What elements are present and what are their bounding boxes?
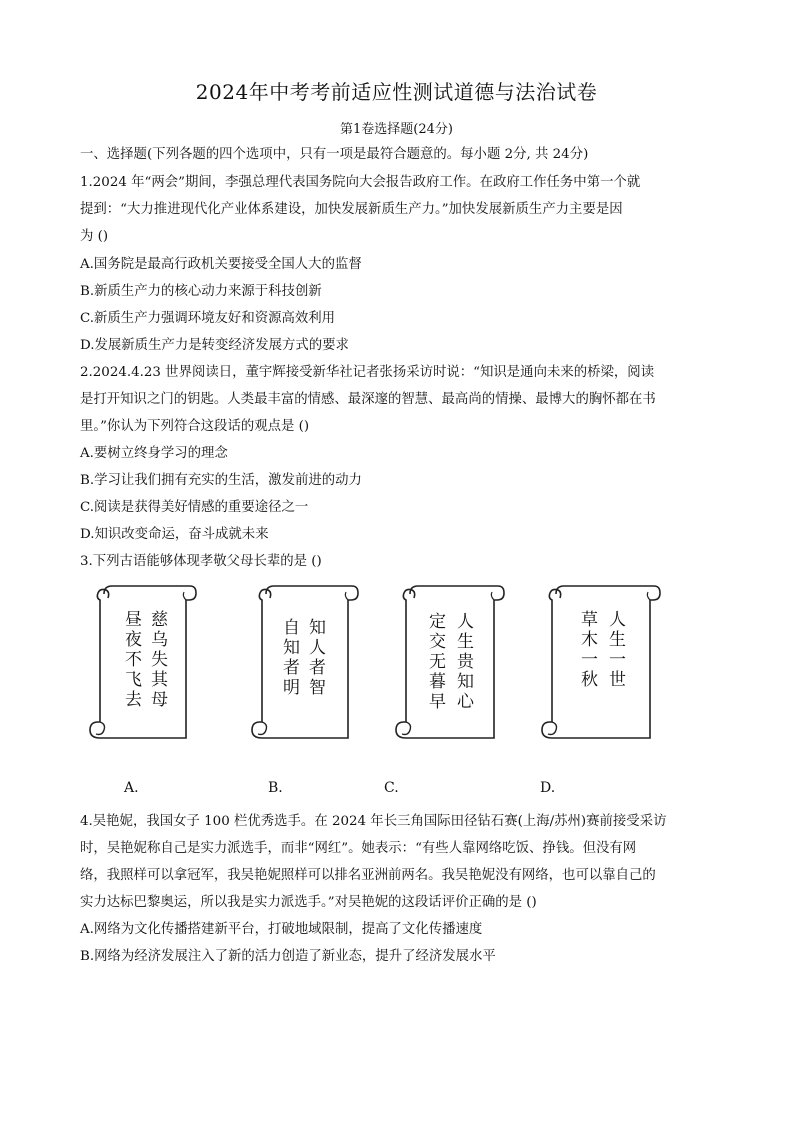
scroll-b-left-column: 自知者明 <box>279 618 299 698</box>
scroll-d-label: D. <box>540 780 556 796</box>
q3-stem: 3.下列古语能够体现孝敬父母长辈的是 () <box>80 554 322 569</box>
q2-stem-line-2: 是打开知识之门的钥匙。人类最丰富的情感、最深邃的智慧、最高尚的情操、最博大的胸怀都在书 <box>80 392 656 407</box>
scroll-b-label: B. <box>268 780 283 796</box>
scroll-a-label: A. <box>124 780 139 796</box>
scroll-c-label: C. <box>384 780 399 796</box>
q4-stem-line-1: 4.吴艳妮，我国女子 100 栏优秀选手。在 2024 年长三角国际田径钻石赛(上海/苏州)赛前接受采访 <box>80 814 667 829</box>
scroll-option-d <box>540 584 662 744</box>
section-subtitle: 第1卷选择题(24分) <box>340 122 453 137</box>
q2-option-c: C.阅读是获得美好情感的重要途径之一 <box>80 500 309 515</box>
scroll-b-right-column: 知人者智 <box>305 618 325 698</box>
q2-option-a: A.要树立终身学习的理念 <box>80 446 228 461</box>
section-instructions: 一、选择题(下列各题的四个选项中，只有一项是最符合题意的。每小题 2分, 共 24分) <box>80 147 589 162</box>
scroll-outline-a <box>86 584 198 744</box>
q4-stem-line-3: 络，我照样可以拿冠军，我吴艳妮照样可以排名亚洲前两名。我吴艳妮没有网络，也可以靠自己的 <box>80 868 656 883</box>
q2-stem-line-3: 里。”你认为下列符合这段话的观点是 () <box>80 419 310 434</box>
q1-option-d: D.发展新质生产力是转变经济发展方式的要求 <box>80 338 349 353</box>
q1-stem-line-2: 提到：“大力推进现代化产业体系建设，加快发展新质生产力。”加快发展新质生产力主要是因 <box>80 202 623 217</box>
q1-stem-line-3: 为 () <box>80 229 109 244</box>
q2-stem-line-1: 2.2024.4.23 世界阅读日，董宇辉接受新华社记者张扬采访时说：“知识是通向未来的桥梁，阅读 <box>80 365 655 380</box>
q1-option-b: B.新质生产力的核心动力来源于科技创新 <box>80 284 322 299</box>
scroll-a-left-column: 昼夜不飞去 <box>121 610 141 710</box>
scroll-option-b <box>250 584 360 744</box>
q4-option-b: B.网络为经济发展注入了新的活力创造了新业态，提升了经济发展水平 <box>80 949 496 964</box>
scroll-c-right-column: 人生贵知心 <box>453 612 473 712</box>
q4-stem-line-4: 实力达标巴黎奥运，所以我是实力派选手。”对吴艳妮的这段话评价正确的是 () <box>80 895 537 910</box>
q1-option-a: A.国务院是最高行政机关要接受全国人大的监督 <box>80 257 362 272</box>
scroll-outline-d <box>540 584 662 744</box>
exam-title: 2024年中考考前适应性测试道德与法治试卷 <box>195 80 598 104</box>
scroll-c-left-column: 定交无暮早 <box>425 612 445 712</box>
q2-option-d: D.知识改变命运，奋斗成就未来 <box>80 527 269 542</box>
q1-option-c: C.新质生产力强调环境友好和资源高效利用 <box>80 311 336 326</box>
scroll-outline-c <box>394 584 506 744</box>
scroll-option-c <box>394 584 506 744</box>
q4-option-a: A.网络为文化传播搭建新平台，打破地域限制，提高了文化传播速度 <box>80 922 483 937</box>
q2-option-b: B.学习让我们拥有充实的生活，激发前进的动力 <box>80 473 362 488</box>
scroll-option-a <box>86 584 198 744</box>
scroll-d-right-column: 人生一世 <box>605 610 625 690</box>
scroll-d-left-column: 草木一秋 <box>577 610 597 690</box>
scroll-a-right-column: 慈乌失其母 <box>147 610 167 710</box>
q4-stem-line-2: 时，吴艳妮称自己是实力派选手，而非“网红”。她表示：“有些人靠网络吃饭、挣钱。但没有网 <box>80 841 637 856</box>
q1-stem-line-1: 1.2024 年“两会”期间，李强总理代表国务院向大会报告政府工作。在政府工作任务中第一个就 <box>80 175 641 190</box>
